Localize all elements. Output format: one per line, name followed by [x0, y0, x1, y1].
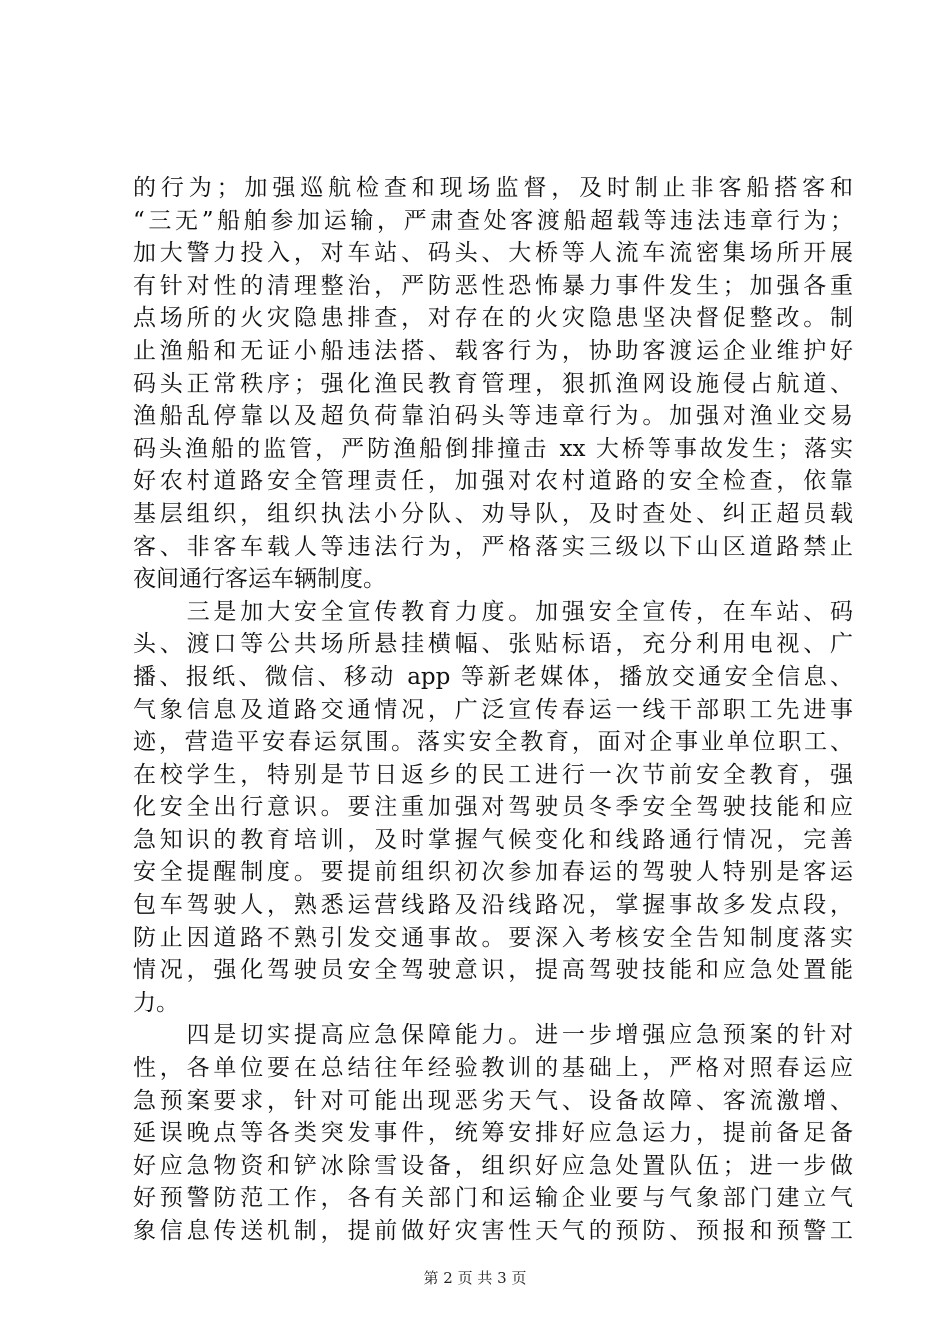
text-line: 三是加大安全宣传教育力度。加强安全宣传，在车站、码 [133, 598, 853, 625]
text-line: 好预警防范工作，各有关部门和运输企业要与气象部门建立气 [133, 1185, 853, 1212]
page-footer: 第 2 页 共 3 页 [423, 1269, 527, 1287]
text-line: 夜间通行客运车辆制度。 [133, 566, 386, 593]
text-line: 好农村道路安全管理责任，加强对农村道路的安全检查，依靠 [133, 468, 853, 495]
text-line: 情况，强化驾驶员安全驾驶意识，提高驾驶技能和应急处置能 [133, 957, 853, 984]
text-line: 渔船乱停靠以及超负荷靠泊码头等违章行为。加强对渔业交易 [133, 403, 853, 430]
text-line: 止渔船和无证小船违法搭、载客行为，协助客渡运企业维护好 [133, 337, 853, 364]
text-line: 迹，营造平安春运氛围。落实安全教育，面对企事业单位职工、 [133, 729, 853, 756]
text-line: 包车驾驶人，熟悉运营线路及沿线路况，掌握事故多发点段， [133, 892, 853, 919]
text-line: 播、报纸、微信、移动 app 等新老媒体，播放交通安全信息、 [133, 663, 853, 690]
text-line: 四是切实提高应急保障能力。进一步增强应急预案的针对 [133, 1022, 853, 1049]
text-line: 基层组织，组织执法小分队、劝导队，及时查处、纠正超员载 [133, 500, 853, 527]
text-line: 头、渡口等公共场所悬挂横幅、张贴标语，充分利用电视、广 [133, 631, 853, 658]
text-line: 化安全出行意识。要注重加强对驾驶员冬季安全驾驶技能和应 [133, 794, 853, 821]
text-line: 加大警力投入，对车站、码头、大桥等人流车流密集场所开展 [133, 240, 853, 267]
text-line: 气象信息及道路交通情况，广泛宣传春运一线干部职工先进事 [133, 696, 853, 723]
text-line: 码头渔船的监管，严防渔船倒排撞击 xx 大桥等事故发生；落实 [133, 435, 853, 462]
document-body [133, 172, 853, 1248]
text-line: 有针对性的清理整治，严防恶性恐怖暴力事件发生；加强各重 [133, 272, 853, 299]
text-line: 的行为；加强巡航检查和现场监督，及时制止非客船搭客和 [133, 175, 853, 201]
text-line: 在校学生，特别是节日返乡的民工进行一次节前安全教育，强 [133, 761, 853, 788]
text-line: 好应急物资和铲冰除雪设备，组织好应急处置队伍；进一步做 [133, 1152, 853, 1179]
text-line: 性，各单位要在总结往年经验教训的基础上，严格对照春运应 [133, 1055, 853, 1082]
text-line: 急预案要求，针对可能出现恶劣天气、设备故障、客流激增、 [133, 1087, 853, 1114]
text-line: 安全提醒制度。要提前组织初次参加春运的驾驶人特别是客运 [133, 859, 853, 886]
text-line: 码头正常秩序；强化渔民教育管理，狠抓渔网设施侵占航道、 [133, 370, 853, 397]
text-line: 急知识的教育培训，及时掌握气候变化和线路通行情况，完善 [133, 826, 853, 853]
text-line: 力。 [133, 989, 179, 1016]
text-line: 点场所的火灾隐患排查，对存在的火灾隐患坚决督促整改。制 [133, 305, 853, 332]
text-line: 象信息传送机制，提前做好灾害性天气的预防、预报和预警工 [133, 1218, 853, 1244]
text-line: 客、非客车载人等违法行为，严格落实三级以下山区道路禁止 [133, 533, 853, 560]
text-line: 防止因道路不熟引发交通事故。要深入考核安全告知制度落实 [133, 924, 853, 951]
text-line: “三无”船舶参加运输，严肃查处客渡船超载等违法违章行为； [133, 207, 853, 234]
text-line: 延误晚点等各类突发事件，统筹安排好应急运力，提前备足备 [133, 1120, 853, 1147]
